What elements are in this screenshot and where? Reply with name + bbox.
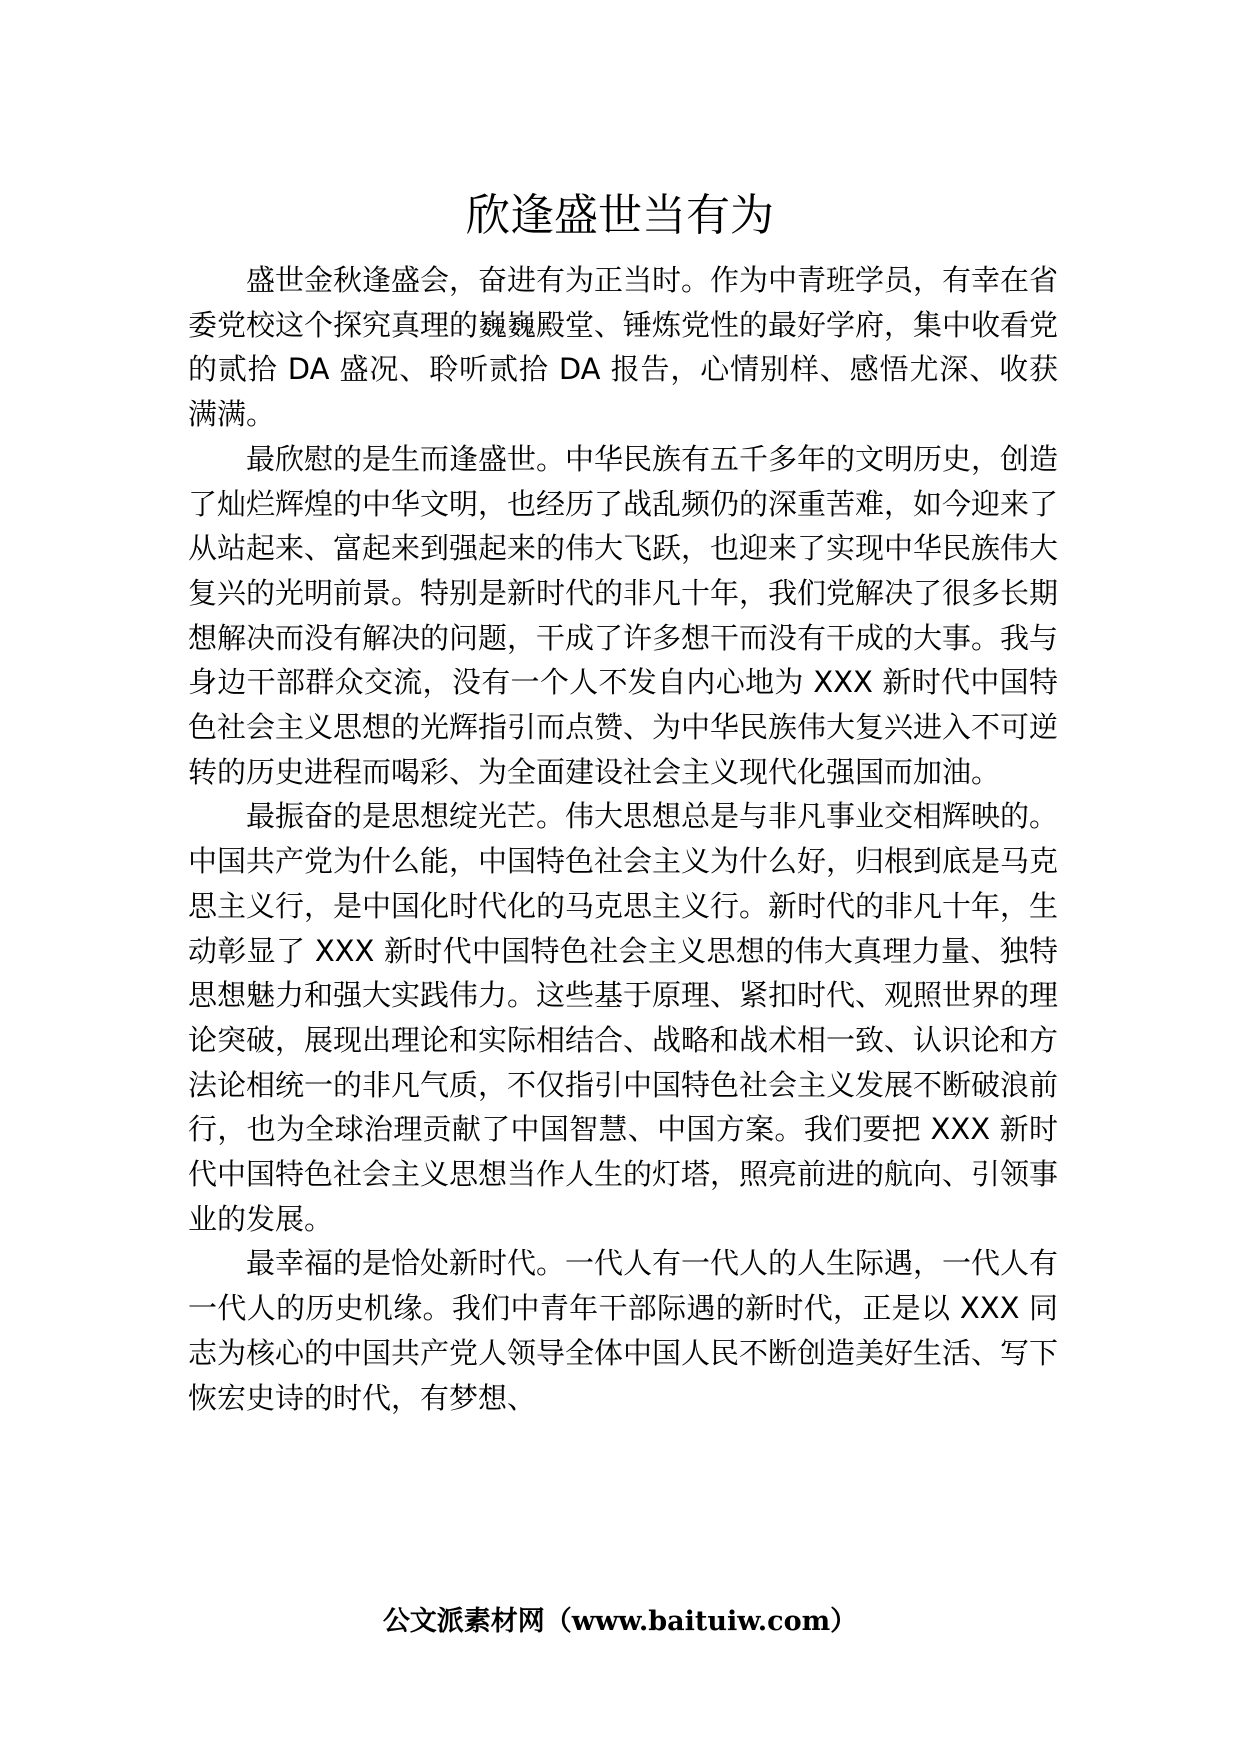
paragraph-1: 盛世金秋逢盛会，奋进有为正当时。作为中青班学员，有幸在省委党校这个探究真理的巍巍殿堂、锤炼党性的最好学府，集中收看党的贰拾 DA 盛况、聆听贰拾 DA 报告，心情别样、感悟尤深、收获满满。 (188, 263, 1059, 432)
document-title: 欣逢盛世当有为 (466, 190, 774, 241)
paragraph-4: 最幸福的是恰处新时代。一代人有一代人的人生际遇，一代人有一代人的历史机缘。我们中青年干部际遇的新时代，正是以 XXX 同志为核心的中国共产党人领导全体中国人民不断创造美好生活、写下恢宏史诗的时代，有梦想、 (188, 1246, 1059, 1415)
page-footer-source: 公文派素材网（www.baituiw.com） (382, 1606, 858, 1637)
paragraph-2: 最欣慰的是生而逢盛世。中华民族有五千多年的文明历史，创造了灿烂辉煌的中华文明，也经历了战乱频仍的深重苦难，如今迎来了从站起来、富起来到强起来的伟大飞跃，也迎来了实现中华民族伟大复兴的光明前景。特别是新时代的非凡十年，我们党解决了很多长期想解决而没有解决的问题，干成了许多想干而没有干成的大事。我与身边干部群众交流，没有一个人不发自内心地为 XXX 新时代中国特色社会主义思想的光辉指引而点赞、为中华民族伟大复兴进入不可逆转的历史进程而喝彩、为全面建设社会主义现代化强国而加油。 (188, 441, 1059, 789)
document-body (188, 258, 1058, 1420)
paragraph-3: 最振奋的是思想绽光芒。伟大思想总是与非凡事业交相辉映的。中国共产党为什么能，中国特色社会主义为什么好，归根到底是马克思主义行，是中国化时代化的马克思主义行。新时代的非凡十年，生动彰显了 XXX 新时代中国特色社会主义思想的伟大真理力量、独特思想魅力和强大实践伟力。这些基于原理、紧扣时代、观照世界的理论突破，展现出理论和实际相结合、战略和战术相一致、认识论和方法论相统一的非凡气质，不仅指引中国特色社会主义发展不断破浪前行，也为全球治理贡献了中国智慧、中国方案。我们要把 XXX 新时代中国特色社会主义思想当作人生的灯塔，照亮前进的航向、引领事业的发展。 (188, 799, 1059, 1236)
